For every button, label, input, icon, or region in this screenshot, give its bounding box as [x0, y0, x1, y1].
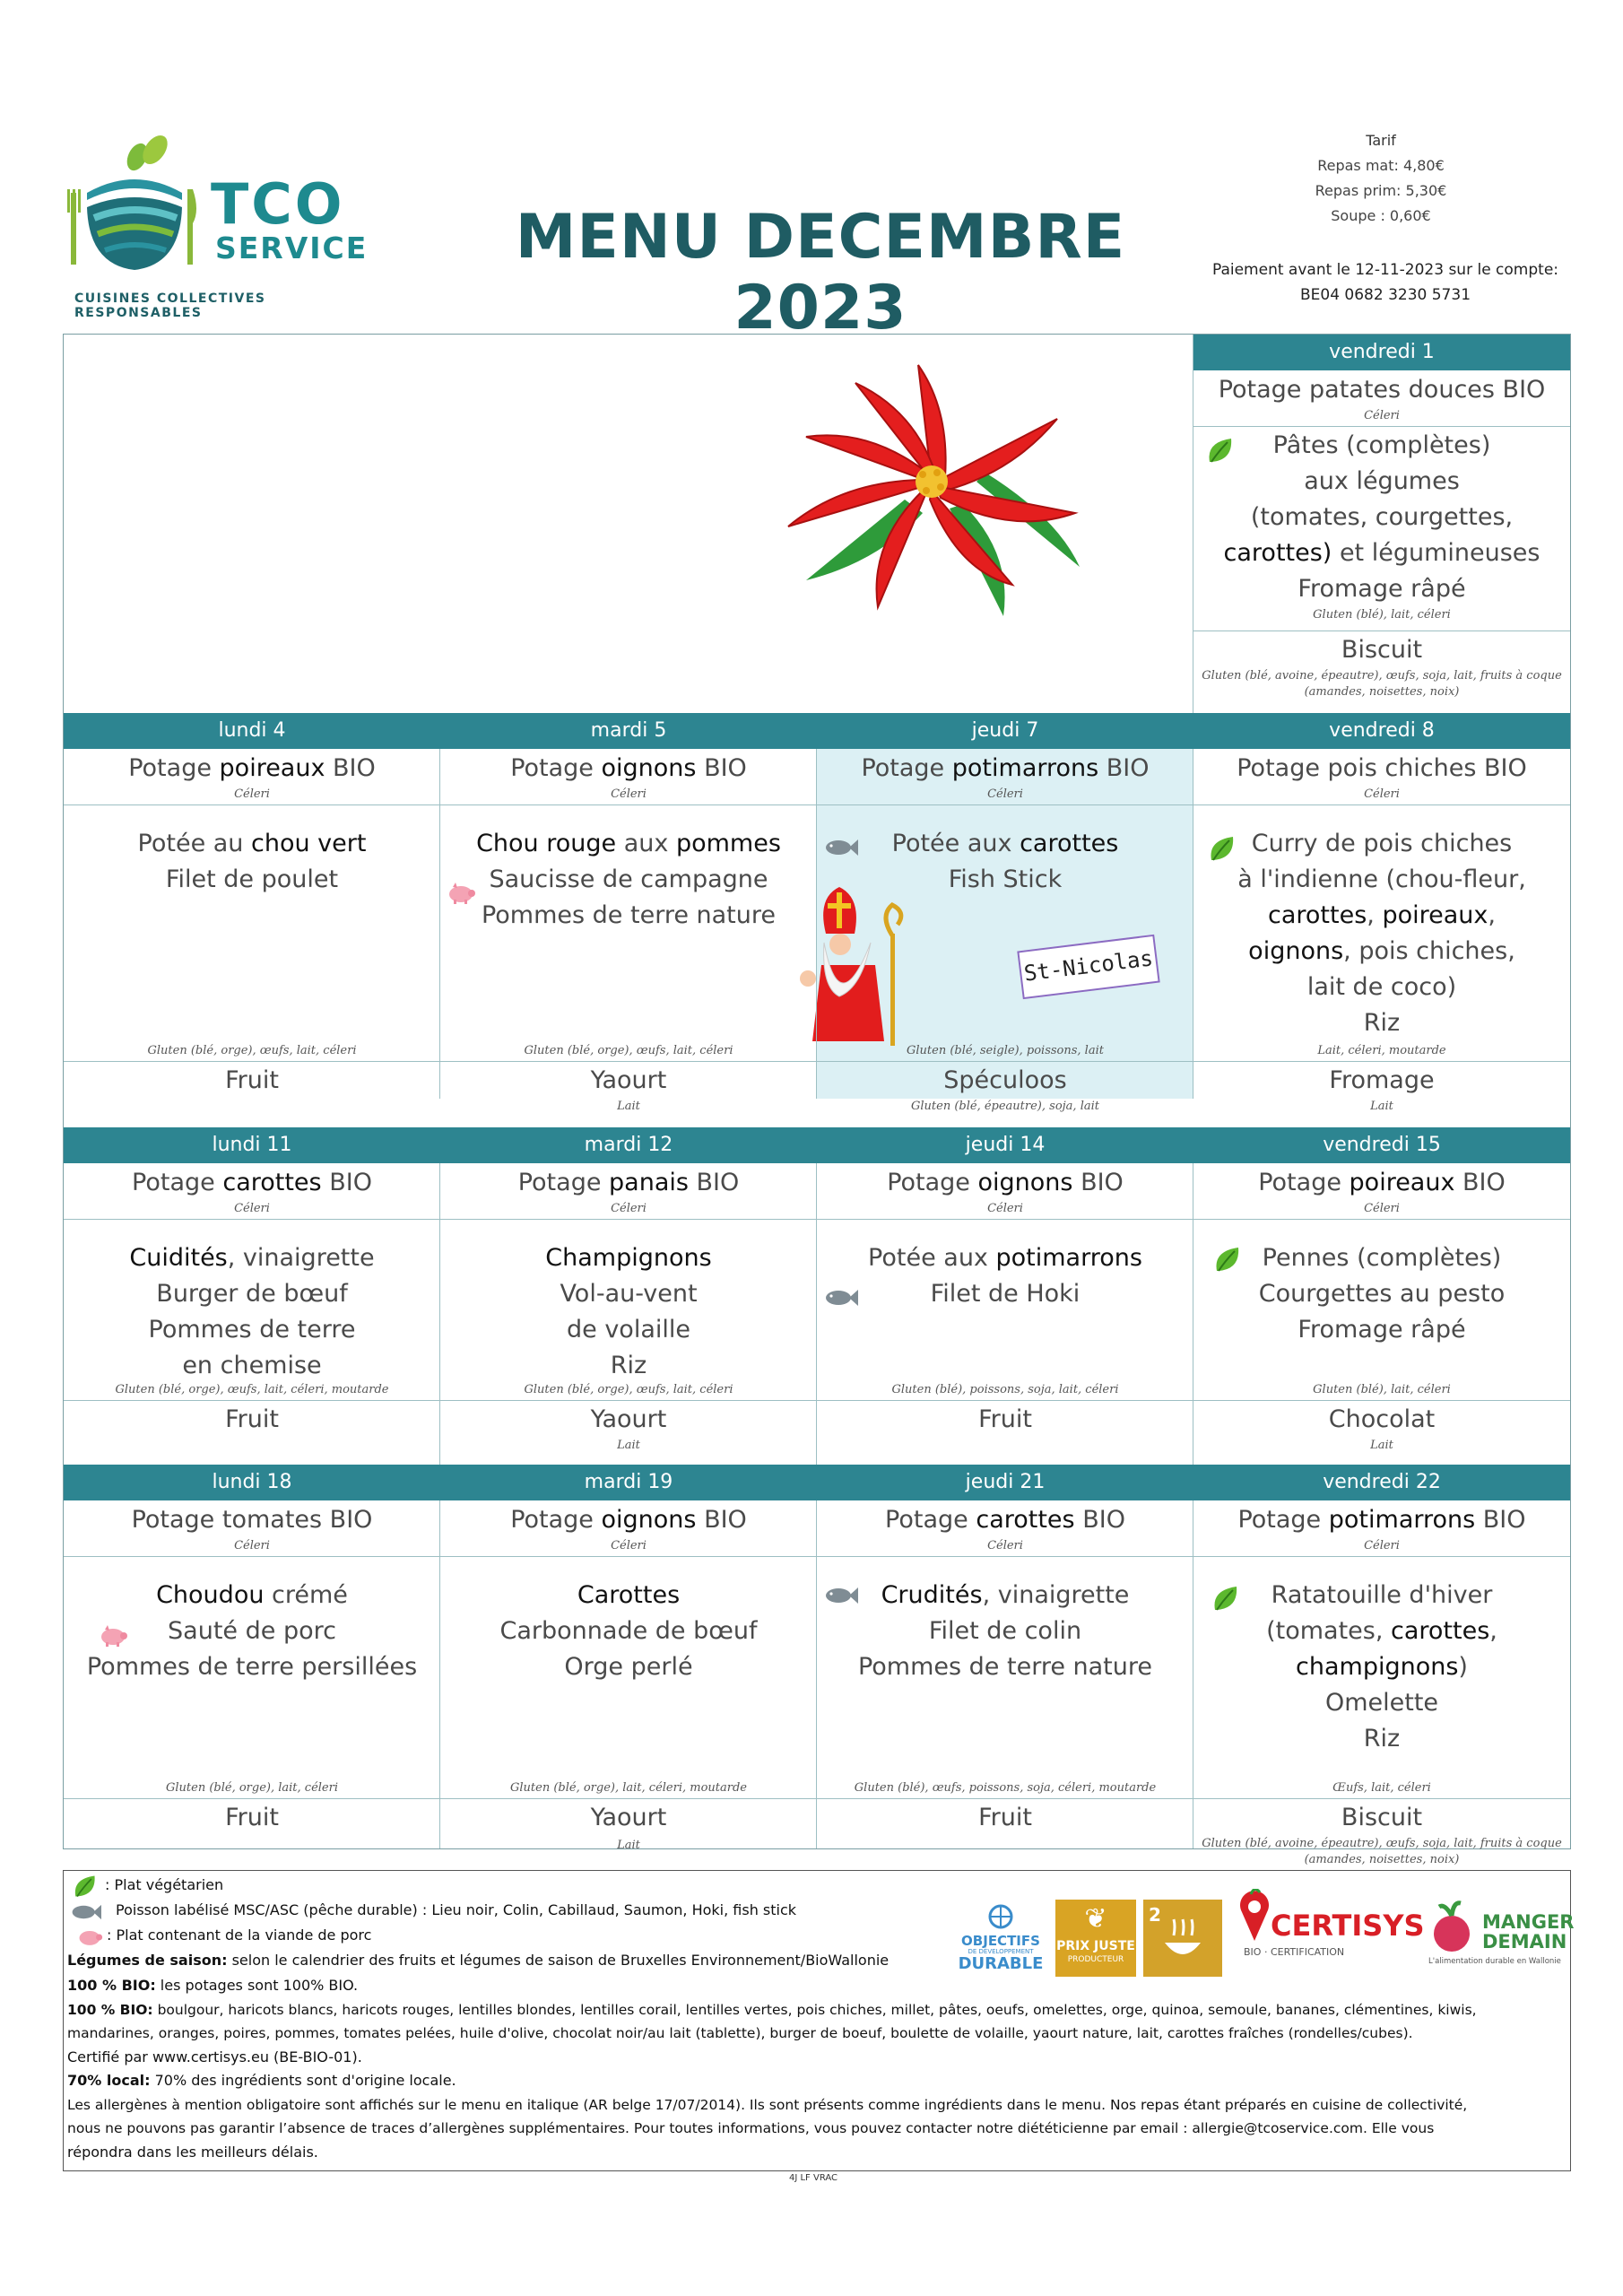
odd-text: DURABLE	[958, 1954, 1044, 1973]
main-allergens: Œufs, lait, céleri	[1332, 1781, 1431, 1795]
dessert-cell	[1193, 1800, 1570, 1866]
main-allergens: Lait, céleri, moutarde	[1317, 1044, 1446, 1057]
soup-cell	[64, 1502, 440, 1556]
soup-text: BIO	[321, 1169, 372, 1196]
main-cell	[440, 826, 817, 1050]
sdg2-logo	[1143, 1900, 1222, 1977]
legend-label: 100 % BIO:	[67, 2002, 153, 2018]
main-text: Potée aux	[868, 1244, 996, 1272]
main-text-bold: chou vert	[251, 830, 367, 857]
soup-cell	[1193, 372, 1570, 426]
soup-cell	[1193, 1502, 1570, 1556]
dessert-cell	[817, 1800, 1193, 1848]
legend-bio-soups	[67, 1973, 358, 1997]
soup-text-bold: potimarrons	[1328, 1506, 1476, 1534]
main-text: , pois chiches,	[1343, 937, 1515, 965]
main-text: , vinaigrette	[227, 1244, 375, 1272]
main-line: Vol-au-vent	[560, 1280, 698, 1308]
pork-pig-icon	[76, 1926, 103, 1948]
payment-line: BE04 0682 3230 5731	[1299, 286, 1471, 304]
soup-text: Potage	[887, 1169, 978, 1196]
legend-allergen-note: nous ne pouvons pas garantir l’absence de traces d’allergènes supplémentaires. Pour toutes informations, vous pouvez contacter notre diététicienne par email : allergie@tcoservice.com. Elle vous	[67, 2120, 1435, 2136]
main-line: Omelette	[1324, 1689, 1439, 1717]
certisys-text: CERTISYS	[1271, 1909, 1425, 1943]
dessert-cell	[1193, 632, 1570, 713]
dessert-cell	[440, 1800, 817, 1852]
main-line: Orge perlé	[564, 1653, 693, 1681]
main-text-bold: pommes	[675, 830, 781, 857]
legend-text: les potages sont 100% BIO.	[155, 1977, 359, 1994]
soup-allergens: Céleri	[611, 1202, 647, 1215]
tarif-block	[1255, 128, 1506, 229]
day-header: jeudi 7	[817, 713, 1193, 749]
dessert-name: Chocolat	[1328, 1405, 1436, 1433]
soup-text-bold: poireaux	[1349, 1169, 1455, 1196]
main-text-bold: Choudou	[156, 1581, 265, 1609]
dessert-allergens: (amandes, noisettes, noix)	[1304, 685, 1460, 699]
main-line: Pommes de terre nature	[857, 1653, 1153, 1681]
main-allergens: Gluten (blé, seigle), poissons, lait	[907, 1044, 1104, 1057]
legend-seasonal	[67, 1948, 889, 1972]
un-globe-icon	[987, 1903, 1014, 1930]
dessert-cell	[64, 1402, 440, 1438]
soup-text: BIO	[1454, 1169, 1506, 1196]
footer-code: 4J LF VRAC	[789, 2173, 838, 2183]
soup-allergens: Céleri	[234, 787, 270, 801]
manger-demain-logo	[1427, 1882, 1575, 1985]
soup-cell	[1193, 751, 1570, 804]
odd-text: DE DÉVELOPPEMENT	[968, 1948, 1034, 1955]
payment-line: Paiement avant le 12-11-2023 sur le compte:	[1211, 261, 1559, 279]
dessert-allergens: Gluten (blé, avoine, épeautre), œufs, soja, lait, fruits à coque	[1202, 669, 1562, 683]
soup-text-bold: oignons	[601, 754, 697, 782]
dessert-cell	[64, 1063, 440, 1099]
soup-text-bold: potimarrons	[951, 754, 1099, 782]
main-text: ,	[1488, 901, 1496, 929]
main-line: Riz	[610, 1352, 647, 1379]
dessert-cell	[1193, 1402, 1570, 1452]
main-text: Potée au	[137, 830, 252, 857]
svg-text:2: 2	[1149, 1904, 1161, 1926]
pork-pig-icon	[446, 882, 476, 905]
dessert-allergens: Lait	[617, 1439, 640, 1452]
wheat-icon: ❦	[1084, 1903, 1107, 1935]
legend-bio-list	[67, 1998, 1477, 2022]
day-header: mardi 5	[440, 713, 817, 749]
main-line: Riz	[1363, 1725, 1401, 1752]
soup-text: BIO	[1074, 1506, 1125, 1534]
dessert-allergens: Lait	[1370, 1439, 1393, 1452]
main-text-bold: potimarrons	[995, 1244, 1142, 1272]
main-line: en chemise	[182, 1352, 322, 1379]
main-line: Pâtes (complètes)	[1272, 431, 1491, 459]
vegetarian-leaf-icon	[71, 1873, 98, 1900]
soup-text: BIO	[1475, 1506, 1526, 1534]
dessert-cell	[1193, 1063, 1570, 1113]
mdemain-sub: L'alimentation durable en Wallonie	[1428, 1957, 1561, 1966]
logo-tagline: CUISINES COLLECTIVES RESPONSABLES	[74, 291, 266, 320]
dessert-allergens: Gluten (blé, avoine, épeautre), œufs, soja, lait, fruits à coque	[1202, 1837, 1562, 1850]
dessert-allergens: Lait	[617, 1100, 640, 1113]
fish-icon	[822, 837, 858, 858]
day-header: lundi 4	[64, 713, 440, 749]
main-text: )	[1458, 1653, 1468, 1681]
main-text-bold: carottes	[1268, 901, 1367, 929]
main-text-bold: Champignons	[545, 1244, 712, 1272]
main-cell	[1193, 826, 1570, 1050]
main-allergens: Gluten (blé), œufs, poissons, soja, céleri, moutarde	[854, 1781, 1157, 1795]
legend-label: 100 % BIO:	[67, 1977, 156, 1994]
tarif-line: Soupe : 0,60€	[1331, 207, 1431, 224]
dessert-cell	[440, 1063, 817, 1113]
soup-text: Potage	[861, 754, 952, 782]
location-pin-icon	[1238, 1889, 1271, 1943]
vegetarian-leaf-icon	[1210, 1583, 1240, 1613]
soup-cell	[817, 1165, 1193, 1219]
main-line: Burger de bœuf	[156, 1280, 348, 1308]
dessert-name: Fruit	[978, 1405, 1032, 1433]
soup-text: BIO	[696, 1506, 747, 1534]
pork-pig-icon	[98, 1624, 128, 1648]
legend-label: Légumes de saison:	[67, 1952, 228, 1969]
vegetarian-leaf-icon	[1206, 833, 1237, 864]
dessert-name: Fromage	[1329, 1066, 1435, 1094]
dessert-name: Fruit	[978, 1804, 1032, 1831]
main-line: Carbonnade de bœuf	[499, 1617, 758, 1645]
soup-text: Potage	[517, 1169, 610, 1196]
legend-local	[67, 2068, 456, 2092]
odd-logo	[951, 1903, 1050, 1986]
main-line: Fish Stick	[948, 865, 1063, 893]
dessert-allergens: (amandes, noisettes, noix)	[1304, 1853, 1460, 1866]
day-header: jeudi 21	[817, 1465, 1193, 1500]
main-line: Riz	[1363, 1009, 1401, 1037]
soup-text: BIO	[688, 1169, 740, 1196]
dessert-name: Yaourt	[590, 1804, 667, 1831]
main-cell	[1193, 1240, 1570, 1393]
main-line: Ratatouille d'hiver	[1271, 1581, 1493, 1609]
main-cell	[64, 1240, 440, 1393]
soup-allergens: Céleri	[1364, 787, 1400, 801]
dessert-cell	[817, 1063, 1193, 1113]
dessert-name: Yaourt	[590, 1405, 667, 1433]
soup-text-bold: panais	[609, 1169, 689, 1196]
soup-text: Potage	[885, 1506, 976, 1534]
main-allergens: Gluten (blé, orge), œufs, lait, céleri, moutarde	[115, 1383, 389, 1396]
legend-certified: Certifié par www.certisys.eu (BE-BIO-01).	[67, 2048, 362, 2066]
main-cell	[64, 826, 440, 1050]
dessert-name: Biscuit	[1341, 1804, 1423, 1831]
main-cell	[817, 1240, 1193, 1393]
soup-allergens: Céleri	[987, 1539, 1023, 1552]
main-line: (tomates, courgettes,	[1250, 503, 1514, 531]
soup-allergens: Céleri	[234, 1539, 270, 1552]
logo-line1: TCO	[211, 171, 345, 237]
main-allergens: Gluten (blé), lait, céleri	[1313, 608, 1451, 622]
soup-text-bold: oignons	[977, 1169, 1073, 1196]
day-header: jeudi 14	[817, 1127, 1193, 1163]
soup-text: Potage	[1237, 1506, 1329, 1534]
certisys-sub: BIO · CERTIFICATION	[1244, 1946, 1345, 1958]
dessert-name: Spéculoos	[943, 1066, 1067, 1094]
tarif-title: Tarif	[1366, 132, 1396, 149]
soup-text: BIO	[1072, 1169, 1124, 1196]
tarif-line: Repas prim: 5,30€	[1315, 182, 1447, 199]
soup-cell	[64, 1165, 440, 1219]
day-header: vendredi 22	[1193, 1465, 1570, 1500]
main-allergens: Gluten (blé), poissons, soja, lait, céleri	[891, 1383, 1119, 1396]
main-line: à l'indienne (chou-fleur,	[1237, 865, 1526, 893]
main-text-bold: Cuidités	[129, 1244, 228, 1272]
page-title: MENU DECEMBRE 2023	[515, 202, 1126, 344]
legend-allergen-note: Les allergènes à mention obligatoire sont affichés sur le menu en italique (AR belge 17/07/2014). Ils sont présents comme ingrédients dans le menu. Nos repas étant préparés en cuisine de collectivité,	[67, 2097, 1468, 2113]
soup-text: Potage pois chiches BIO	[1237, 754, 1527, 782]
soup-name: Potage patates douces BIO	[1218, 376, 1546, 404]
day-header: vendredi 15	[1193, 1127, 1570, 1163]
legend-allergen-note: répondra dans les meilleurs délais.	[67, 2144, 318, 2161]
dessert-name: Yaourt	[590, 1066, 667, 1094]
main-line: aux légumes	[1304, 467, 1460, 495]
main-allergens: Gluten (blé, orge), lait, céleri	[166, 1781, 338, 1795]
main-line: Pommes de terre	[148, 1316, 356, 1344]
tarif-line: Repas mat: 4,80€	[1317, 157, 1445, 174]
main-line: Curry de pois chiches	[1251, 830, 1513, 857]
vegetarian-leaf-icon	[1211, 1244, 1242, 1274]
main-cell	[817, 1578, 1193, 1784]
menu-grid	[63, 334, 1571, 1866]
legend-label: 70% local:	[67, 2072, 151, 2089]
main-line: Saucisse de campagne	[489, 865, 768, 893]
main-text: aux	[616, 830, 676, 857]
main-line-bold: carottes)	[1223, 539, 1332, 567]
main-text: ,	[1367, 901, 1383, 929]
main-cell	[1193, 1578, 1570, 1784]
main-text-bold: Carottes	[577, 1581, 681, 1609]
dessert-cell	[440, 1402, 817, 1452]
main-line: Pommes de terre nature	[481, 901, 777, 929]
soup-text: Potage tomates BIO	[131, 1506, 373, 1534]
soup-allergens: Céleri	[611, 1539, 647, 1552]
main-allergens: Gluten (blé, orge), œufs, lait, céleri	[524, 1044, 733, 1057]
main-text-bold: poireaux	[1382, 901, 1488, 929]
main-line: Sauté de porc	[168, 1617, 336, 1645]
legend-fish: Poisson labélisé MSC/ASC (pêche durable) : Lieu noir, Colin, Cabillaud, Saumon, Hoki, fish stick	[116, 1901, 797, 1918]
legend-text: selon le calendrier des fruits et légumes de saison de Bruxelles Environnement/BioWallonie	[227, 1952, 890, 1969]
main-cell	[817, 826, 1193, 1050]
dessert-name: Fruit	[225, 1066, 279, 1094]
main-text-bold: champignons	[1296, 1653, 1459, 1681]
soup-text: BIO	[325, 754, 376, 782]
soup-text: Potage	[510, 754, 602, 782]
saint-nicolas-icon	[790, 880, 924, 1050]
dessert-allergens: Lait	[617, 1839, 640, 1852]
soup-allergens: Céleri	[987, 1202, 1023, 1215]
soup-text-bold: poireaux	[219, 754, 325, 782]
soup-cell	[440, 751, 817, 804]
soup-allergens: Céleri	[611, 787, 647, 801]
main-line: Fromage râpé	[1298, 575, 1466, 603]
zero-hunger-icon	[1143, 1900, 1222, 1977]
main-text: ,	[1489, 1617, 1497, 1645]
main-cell	[1193, 426, 1570, 631]
prix-text: PRODUCTEUR	[1067, 1955, 1124, 1964]
tco-logo	[67, 130, 372, 320]
main-line: Filet de Hoki	[930, 1280, 1081, 1308]
main-line: et légumineuses	[1339, 539, 1541, 567]
prix-juste-logo	[1055, 1900, 1136, 1977]
soup-allergens: Céleri	[234, 1202, 270, 1215]
main-text-bold: Chou rouge	[476, 830, 617, 857]
soup-text-bold: oignons	[601, 1506, 697, 1534]
radish-icon	[1427, 1900, 1477, 1953]
dessert-cell	[817, 1402, 1193, 1438]
dessert-name: Fruit	[225, 1804, 279, 1831]
legend-text: boulgour, haricots blancs, haricots rouges, lentilles blondes, lentilles corail, lentilles vertes, pois chiches, millet, pâtes, oeufs, omelettes, orge, quinoa, semoule, bananes, clémentines, kiwis,	[152, 2002, 1477, 2018]
day-header: vendredi 8	[1193, 713, 1570, 749]
fish-icon	[822, 1287, 858, 1309]
dessert-allergens: Lait	[1370, 1100, 1393, 1113]
soup-cell	[64, 751, 440, 804]
dessert-name: Biscuit	[1341, 636, 1423, 664]
main-text: (tomates,	[1266, 1617, 1392, 1645]
main-cell	[440, 1240, 817, 1393]
soup-allergens: Céleri	[1364, 1202, 1400, 1215]
logo-bowl-icon	[67, 130, 202, 283]
logo-line2: SERVICE	[215, 230, 369, 265]
soup-allergens: Céleri	[987, 787, 1023, 801]
soup-allergens: Céleri	[1364, 1539, 1400, 1552]
soup-text: Potage	[510, 1506, 602, 1534]
main-allergens: Gluten (blé, orge), œufs, lait, céleri	[524, 1383, 733, 1396]
soup-text-bold: carottes	[976, 1506, 1075, 1534]
legend-vegetarian: : Plat végétarien	[105, 1876, 224, 1893]
mdemain-text: DEMAIN	[1482, 1931, 1567, 1952]
legend-box	[63, 1870, 1575, 2171]
legend-bio-list-cont: mandarines, oranges, poires, pommes, tomates pelées, huile d'olive, chocolat noir/au lait (tablette), burger de boeuf, boulette de volaille, yaourt nature, lait, carottes fraîches (rondelles/cubes).	[67, 2025, 1413, 2041]
soup-allergens: Céleri	[1364, 409, 1400, 422]
soup-text: Potage	[1258, 1169, 1350, 1196]
main-line: Filet de colin	[928, 1617, 1082, 1645]
soup-text-bold: carottes	[222, 1169, 322, 1196]
dessert-allergens: Gluten (blé, épeautre), soja, lait	[911, 1100, 1099, 1113]
main-allergens: Gluten (blé, orge), lait, céleri, moutarde	[510, 1781, 747, 1795]
main-allergens: Gluten (blé), lait, céleri	[1313, 1383, 1451, 1396]
certisys-logo	[1238, 1883, 1425, 1982]
odd-text: OBJECTIFS	[961, 1933, 1040, 1949]
main-line: Pommes de terre persillées	[86, 1653, 418, 1681]
main-line: Fromage râpé	[1298, 1316, 1466, 1344]
soup-cell	[1193, 1165, 1570, 1219]
main-line: Courgettes au pesto	[1258, 1280, 1506, 1308]
legend-text: 70% des ingrédients sont d'origine locale.	[150, 2072, 456, 2089]
soup-cell	[817, 751, 1193, 804]
day-header: mardi 19	[440, 1465, 817, 1500]
dessert-cell	[64, 1800, 440, 1848]
main-cell	[64, 1578, 440, 1784]
poinsettia-icon	[770, 356, 1093, 625]
soup-text: Potage	[132, 1169, 223, 1196]
main-text-bold: carottes	[1391, 1617, 1490, 1645]
fish-icon	[822, 1585, 858, 1606]
dessert-name: Fruit	[225, 1405, 279, 1433]
main-line: de volaille	[567, 1316, 690, 1344]
soup-cell	[817, 1502, 1193, 1556]
soup-cell	[440, 1165, 817, 1219]
fish-icon	[69, 1902, 101, 1922]
prix-text: PRIX JUSTE	[1056, 1939, 1135, 1953]
main-text: crémé	[264, 1581, 348, 1609]
soup-text: BIO	[696, 754, 747, 782]
main-text-bold: carottes	[1020, 830, 1119, 857]
main-text: , vinaigrette	[982, 1581, 1130, 1609]
day-header: vendredi 1	[1193, 335, 1570, 370]
vegetarian-leaf-icon	[1204, 435, 1235, 465]
main-line: lait de coco)	[1306, 973, 1457, 1001]
legend-pork: : Plat contenant de la viande de porc	[107, 1926, 372, 1944]
soup-text: Potage	[128, 754, 220, 782]
main-text: Potée aux	[891, 830, 1020, 857]
day-header: lundi 18	[64, 1465, 440, 1500]
main-text-bold: Crudités	[881, 1581, 983, 1609]
main-text-bold: oignons	[1248, 937, 1344, 965]
day-header: lundi 11	[64, 1127, 440, 1163]
main-line: Filet de poulet	[165, 865, 339, 893]
soup-cell	[440, 1502, 817, 1556]
main-allergens: Gluten (blé, orge), œufs, lait, céleri	[147, 1044, 357, 1057]
soup-text: BIO	[1098, 754, 1150, 782]
st-nicolas-stamp: St-Nicolas	[1017, 935, 1159, 999]
payment-info	[1202, 257, 1569, 308]
mdemain-text: MANGER	[1482, 1911, 1575, 1933]
main-cell	[440, 1578, 817, 1784]
main-line: Pennes (complètes)	[1262, 1244, 1502, 1272]
day-header: mardi 12	[440, 1127, 817, 1163]
